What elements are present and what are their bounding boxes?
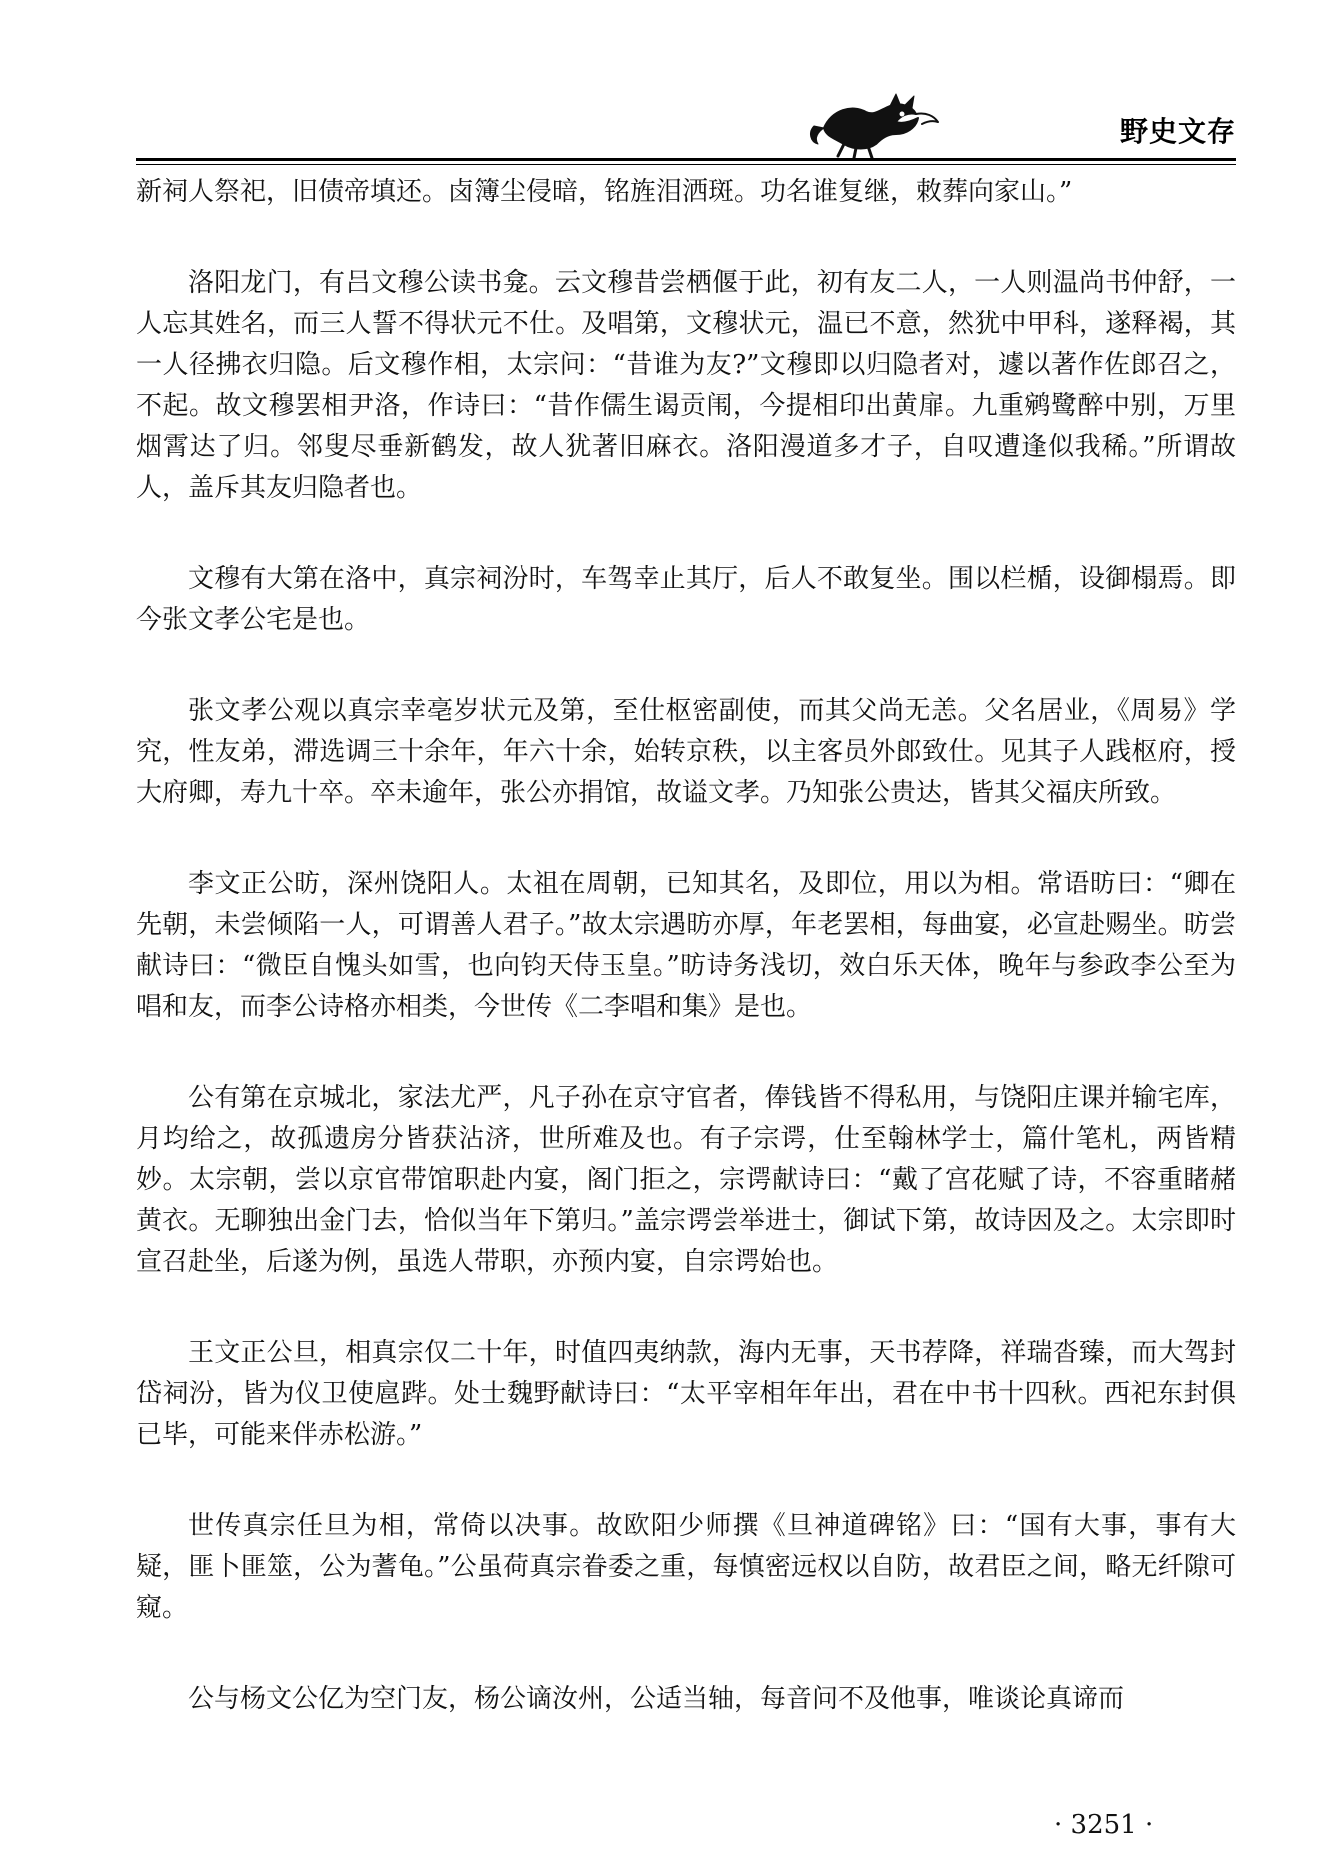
paragraph: 王文正公旦，相真宗仅二十年，时值四夷纳款，海内无事，天书荐降，祥瑞沓臻，而大驾封岱祠汾，皆为仪卫使扈跸。处士魏野献诗曰：“太平宰相年年出，君在中书十四秋。西祀东封俱已毕，可能来伴赤松游。”	[136, 1338, 1236, 1450]
paragraph: 张文孝公观以真宗幸亳岁状元及第，至仕枢密副使，而其父尚无恙。父名居业，《周易》学究，性友弟，滞选调三十余年，年六十余，始转京秩，以主客员外郎致仕。见其子人践枢府，授大府卿，寿九十卒。卒未逾年，张公亦捐馆，故谥文孝。乃知张公贵达，皆其父福庆所致。	[136, 696, 1236, 808]
header-title: 野史文存	[1119, 115, 1236, 148]
paragraph: 洛阳龙门，有吕文穆公读书龛。云文穆昔尝栖偃于此，初有友二人，一人则温尚书仲舒，一人忘其姓名，而三人誓不得状元不仕。及唱第，文穆状元，温已不意，然犹中甲科，遂释褐，其一人径拂衣归隐。后文穆作相，太宗问：“昔谁为友?”文穆即以归隐者对，遽以著作佐郎召之，不起。故文穆罢相尹洛，作诗曰：“昔作儒生谒贡闱，今提相印出黄扉。九重鹓鹭醉中别，万里烟霄达了归。邻叟尽垂新鹤发，故人犹著旧麻衣。洛阳漫道多才子，自叹遭逢似我稀。”所谓故人，盖斥其友归隐者也。	[136, 268, 1236, 503]
paragraph: 世传真宗任旦为相，常倚以决事。故欧阳少师撰《旦神道碑铭》曰：“国有大事，事有大疑，匪卜匪筮，公为蓍龟。”公虽荷真宗眷委之重，每慎密远权以自防，故君臣之间，略无纤隙可窥。	[136, 1511, 1236, 1623]
paragraph: 新祠人祭祀，旧债帝填还。卤簿尘侵暗，铭旌泪洒斑。功名谁复继，敕葬向家山。”	[136, 177, 1073, 207]
page-header	[136, 88, 1236, 166]
header-divider-thin	[136, 164, 1236, 165]
page-number: · 3251 ·	[1054, 1810, 1154, 1840]
paragraph: 李文正公昉，深州饶阳人。太祖在周朝，已知其名，及即位，用以为相。常语昉曰：“卿在先朝，未尝倾陷一人，可谓善人君子。”故太宗遇昉亦厚，年老罢相，每曲宴，必宣赴赐坐。昉尝献诗曰：“微臣自愧头如雪，也向钧天侍玉皇。”昉诗务浅切，效白乐天体，晚年与参政李公至为唱和友，而李公诗格亦相类，今世传《二李唱和集》是也。	[136, 869, 1236, 1022]
header-divider	[136, 158, 1236, 161]
paragraph: 公与杨文公亿为空门友，杨公谪汝州，公适当轴，每音问不及他事，唯谈论真谛而	[188, 1684, 1125, 1714]
paragraph: 公有第在京城北，家法尤严，凡子孙在京守官者，俸钱皆不得私用，与饶阳庄课并输宅库，月均给之，故孤遗房分皆获沾济，世所难及也。有子宗谔，仕至翰林学士，篇什笔札，两皆精妙。太宗朝，尝以京官带馆职赴内宴，阁门拒之，宗谔献诗曰：“戴了宫花赋了诗，不容重睹赭黄衣。无聊独出金门去，恰似当年下第归。”盖宗谔尝举进士，御试下第，故诗因及之。太宗即时宣召赴坐，后遂为例，虽选人带职，亦预内宴，自宗谔始也。	[136, 1083, 1236, 1277]
paragraph: 文穆有大第在洛中，真宗祠汾时，车驾幸止其厅，后人不敢复坐。围以栏楯，设御榻焉。即今张文孝公宅是也。	[136, 564, 1236, 635]
page-body	[136, 172, 1236, 1720]
dragon-emblem-icon	[804, 88, 954, 160]
